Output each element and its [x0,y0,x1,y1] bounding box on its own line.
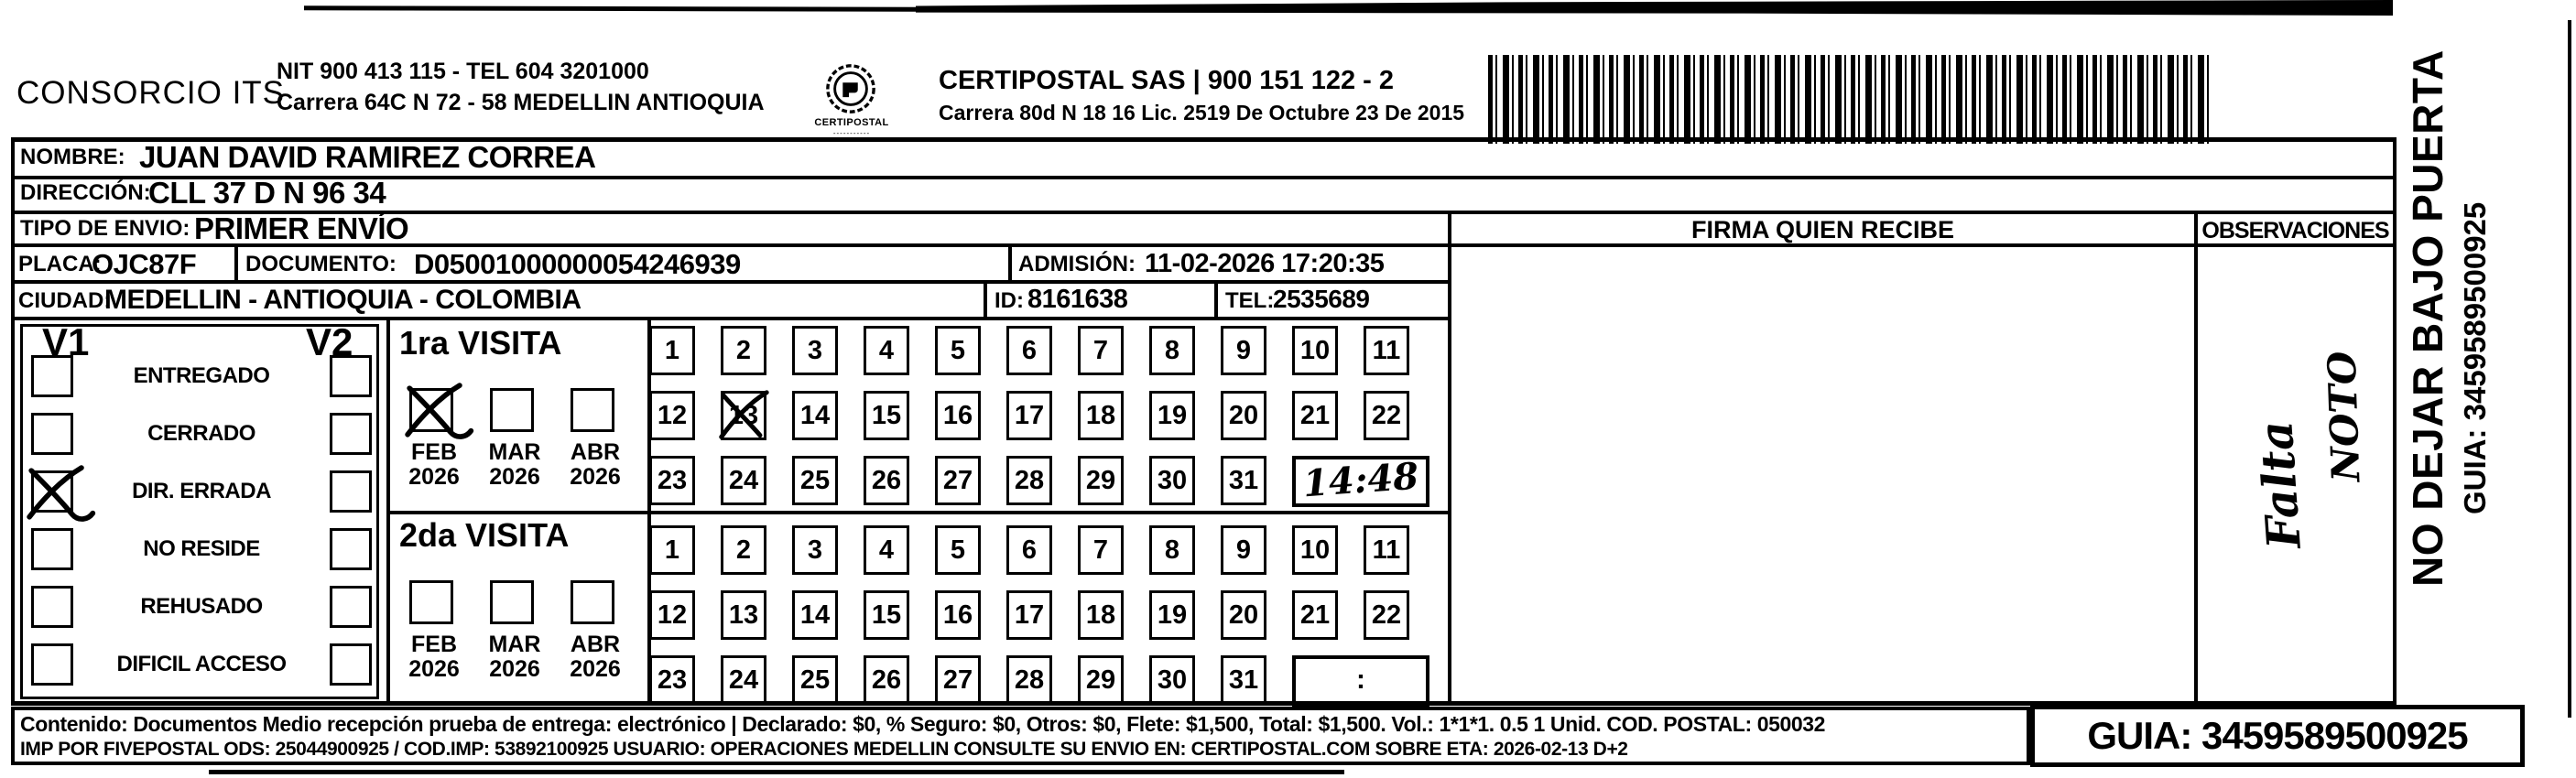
v2-checkbox[interactable] [330,355,372,397]
month-year: 2026 [570,464,621,490]
day-cell[interactable] [792,456,838,505]
day-cell[interactable] [864,655,909,705]
nombre-label: NOMBRE: [20,145,125,169]
status-row [31,528,372,570]
admision-label: ADMISIÓN: [1018,252,1136,276]
v2-checkbox[interactable] [330,528,372,570]
day-cell[interactable] [1221,590,1266,640]
day-cell[interactable] [792,391,838,440]
day-number: 28 [1014,466,1045,495]
ciudad-value: MEDELLIN - ANTIOQUIA - COLOMBIA [104,285,582,315]
visit2-day-grid [649,525,1459,720]
table-border [2194,211,2198,705]
day-cell[interactable] [1221,456,1266,505]
day-number: 29 [1085,665,1116,695]
month-year: 2026 [489,464,540,490]
company-nit-tel: NIT 900 413 115 - TEL 604 3201000 [277,59,649,84]
day-number: 21 [1299,401,1331,430]
month-unit [474,388,555,490]
day-cell[interactable] [1006,391,1052,440]
day-number: 12 [657,600,688,630]
day-number: 2 [735,336,752,365]
day-number: 7 [1092,535,1109,565]
day-cell[interactable] [1149,590,1195,640]
status-row [31,413,372,455]
month-unit [394,580,474,682]
scan-artifact-right [2568,20,2571,718]
month-unit [394,388,474,490]
v1-checkbox[interactable] [31,470,73,513]
handwritten-note-word1: Falta [2248,418,2311,551]
day-number: 6 [1021,336,1038,365]
day-number: 6 [1021,535,1038,565]
id-value: 8161638 [1027,285,1128,314]
v2-header: V2 [306,320,353,363]
day-number: 28 [1014,665,1045,695]
day-number: 17 [1014,600,1045,630]
day-number: 22 [1371,600,1402,630]
day-number: 18 [1085,401,1116,430]
day-cell[interactable] [721,456,766,505]
month-label: ABR [570,632,621,657]
day-cell[interactable] [792,655,838,705]
day-cell[interactable] [721,655,766,705]
day-number: 7 [1092,336,1109,365]
status-row [31,643,372,686]
day-number: 30 [1157,665,1188,695]
month-year: 2026 [408,656,460,682]
day-number: 13 [728,401,759,430]
day-cell[interactable] [1221,391,1266,440]
visit1-day-grid [649,326,1459,521]
documento-value: D05001000000054246939 [414,248,741,280]
day-cell[interactable] [649,326,695,375]
day-cell[interactable] [935,525,981,575]
v1-header: V1 [42,320,90,363]
status-row [31,586,372,628]
day-number: 18 [1085,600,1116,630]
day-number: 16 [942,401,973,430]
company-address: Carrera 64C N 72 - 58 MEDELLIN ANTIOQUIA [277,90,765,115]
month-label: MAR [488,439,541,465]
table-border [1214,280,1218,320]
observaciones-header: OBSERVACIONES [2201,218,2389,243]
table-border [11,137,15,705]
day-cell[interactable] [721,525,766,575]
v2-checkbox[interactable] [330,413,372,455]
day-cell[interactable] [935,590,981,640]
day-number: 5 [950,336,966,365]
status-row [31,355,372,397]
day-number: 26 [871,466,902,495]
day-number: 3 [807,535,823,565]
day-cell[interactable] [1364,525,1409,575]
table-border [11,317,1451,320]
day-cell[interactable] [864,326,909,375]
handwritten-x-icon [405,384,462,440]
day-cell[interactable] [1078,655,1124,705]
day-cell[interactable] [1078,525,1124,575]
day-number: 1 [664,535,680,565]
logo-caption-sub: ----------- [832,129,871,137]
barcode-icon [1488,55,2212,144]
visit2-months [394,580,641,682]
carrier-name: CERTIPOSTAL SAS | 900 151 122 - 2 [939,66,1395,95]
no-dejar-bajo-puerta-label: NO DEJAR BAJO PUERTA [2404,49,2451,587]
day-cell[interactable] [1006,456,1052,505]
day-number: 9 [1235,535,1252,565]
day-cell[interactable] [864,456,909,505]
day-cell[interactable] [935,456,981,505]
certipostal-logo-icon [824,62,877,115]
month-unit [555,580,636,682]
month-year: 2026 [489,656,540,682]
day-cell[interactable] [935,326,981,375]
month-checkbox[interactable] [409,580,453,624]
day-cell[interactable] [792,326,838,375]
visit1-months [394,388,641,490]
month-checkbox[interactable] [490,388,534,432]
day-cell[interactable] [1364,326,1409,375]
day-number: 15 [871,401,902,430]
day-number: 23 [657,466,688,495]
day-cell[interactable] [721,391,766,440]
day-cell[interactable] [1006,590,1052,640]
handwritten-x-icon [27,466,83,523]
day-cell[interactable] [935,655,981,705]
month-unit [555,388,636,490]
firma-header: FIRMA QUIEN RECIBE [1690,216,1954,243]
day-number: 16 [942,600,973,630]
v1-checkbox[interactable] [31,643,73,686]
day-cell[interactable] [864,525,909,575]
logo-caption: CERTIPOSTAL [814,117,889,128]
visit2-title: 2da VISITA [399,516,570,554]
v1-checkbox[interactable] [31,586,73,628]
day-number: 11 [1372,336,1401,365]
tel-label: TEL: [1225,288,1275,313]
day-cell[interactable] [649,391,695,440]
day-cell[interactable] [721,326,766,375]
day-number: 8 [1164,336,1180,365]
day-cell[interactable] [1364,391,1409,440]
visit1-time-box[interactable] [1292,456,1429,507]
day-number: 14 [799,600,831,630]
day-cell[interactable] [792,590,838,640]
day-number: 17 [1014,401,1045,430]
v2-checkbox[interactable] [330,470,372,513]
day-cell[interactable] [864,590,909,640]
day-number: 12 [657,401,688,430]
tipo-envio-value: PRIMER ENVÍO [194,211,409,245]
day-cell[interactable] [1149,525,1195,575]
id-label: ID: [995,288,1024,313]
carrier-address: Carrera 80d N 18 16 Lic. 2519 De Octubre 23 De 2015 [939,101,1465,124]
v2-checkbox[interactable] [330,586,372,628]
documento-label: DOCUMENTO: [245,252,397,276]
status-label: NO RESIDE [143,536,260,561]
direccion-label: DIRECCIÓN: [20,180,151,205]
day-number: 26 [871,665,902,695]
day-number: 19 [1157,401,1188,430]
day-number: 31 [1228,665,1259,695]
handwritten-time: 14:48 [1301,454,1420,506]
day-number: 5 [950,535,966,565]
day-number: 19 [1157,600,1188,630]
day-number: 8 [1164,535,1180,565]
status-row [31,470,372,513]
day-number: 24 [728,466,759,495]
nombre-value: JUAN DAVID RAMIREZ CORREA [139,140,596,174]
month-checkbox[interactable] [571,388,614,432]
day-number: 22 [1371,401,1402,430]
day-cell[interactable] [1221,655,1266,705]
day-cell[interactable] [649,525,695,575]
day-cell[interactable] [649,456,695,505]
day-cell[interactable] [1221,326,1266,375]
table-border [234,243,238,284]
v1-checkbox[interactable] [31,413,73,455]
v2-checkbox[interactable] [330,643,372,686]
day-cell[interactable] [1292,326,1338,375]
day-number: 24 [728,665,759,695]
day-number: 25 [799,665,831,695]
time-placeholder: : [1356,665,1365,695]
day-number: 10 [1299,336,1331,365]
day-number: 29 [1085,466,1116,495]
day-number: 25 [799,466,831,495]
day-number: 21 [1299,600,1331,630]
day-cell[interactable] [1292,391,1338,440]
day-number: 4 [878,336,895,365]
day-number: 27 [942,466,973,495]
placa-value: OJC87F [92,248,197,280]
day-cell[interactable] [1149,391,1195,440]
day-cell[interactable] [1078,590,1124,640]
visit2-time-box[interactable] [1292,655,1429,707]
table-border [984,280,987,320]
day-cell[interactable] [649,655,695,705]
admision-value: 11-02-2026 17:20:35 [1145,249,1385,278]
day-cell[interactable] [1078,456,1124,505]
day-number: 23 [657,665,688,695]
day-cell[interactable] [1078,326,1124,375]
status-label: REHUSADO [140,594,263,619]
month-unit [474,580,555,682]
scan-artifact-bottom [209,770,1344,774]
day-number: 13 [728,600,759,630]
month-year: 2026 [570,656,621,682]
month-label: FEB [411,439,457,465]
status-label: ENTREGADO [133,363,270,388]
v1-checkbox[interactable] [31,355,73,397]
month-checkbox[interactable] [409,388,453,432]
day-cell[interactable] [935,391,981,440]
day-cell[interactable] [721,590,766,640]
day-cell[interactable] [1292,590,1338,640]
tipo-envio-label: TIPO DE ENVIO: [20,216,190,241]
day-number: 10 [1299,535,1331,565]
table-border [1008,243,1012,284]
day-cell[interactable] [1006,655,1052,705]
day-number: 9 [1235,336,1252,365]
v1-checkbox[interactable] [31,528,73,570]
day-cell[interactable] [1006,525,1052,575]
month-year: 2026 [408,464,460,490]
day-number: 31 [1228,466,1259,495]
table-border [386,317,390,705]
day-cell[interactable] [792,525,838,575]
day-cell[interactable] [1221,525,1266,575]
ciudad-label: CIUDAD: [18,288,112,313]
month-label: FEB [411,632,457,657]
footer-imp-line: IMP POR FIVEPOSTAL ODS: 25044900925 / COD.IMP: 53892100925 USUARIO: OPERACIONES MEDELLIN CONSULTE SU ENVIO EN: CERTIPOSTAL.COM SOBRE ETA: 2026-02-13 D+2 [20,739,1628,760]
month-label: MAR [488,632,541,657]
day-number: 15 [871,600,902,630]
day-cell[interactable] [1149,655,1195,705]
day-number: 2 [735,535,752,565]
day-number: 30 [1157,466,1188,495]
day-number: 11 [1372,535,1401,565]
day-number: 14 [799,401,831,430]
scan-artifact-top-thin [304,5,918,11]
day-number: 4 [878,535,895,565]
day-cell[interactable] [864,391,909,440]
day-cell[interactable] [1006,326,1052,375]
month-checkbox[interactable] [571,580,614,624]
vertical-guia-number: GUIA: 3459589500925 [2458,201,2492,514]
placa-label: PLACA: [18,252,102,276]
visit1-title: 1ra VISITA [399,324,562,362]
footer-content-line: Contenido: Documentos Medio recepción prueba de entrega: electrónico | Declarado: $0, % Seguro: $0, Otros: $0, Flete: $1,500, Total: $1,500. Vol.: 1*1*1. 0.5 1 Unid. COD. POSTAL: 050032 [20,712,1826,736]
status-rows [31,355,372,686]
day-cell[interactable] [1149,326,1195,375]
day-cell[interactable] [1364,590,1409,640]
direccion-value: CLL 37 D N 96 34 [148,176,386,210]
day-cell[interactable] [1149,456,1195,505]
tel-value: 2535689 [1273,285,1370,313]
status-label: DIFICIL ACCESO [116,652,287,676]
day-cell[interactable] [1292,525,1338,575]
handwritten-x-icon [719,389,768,442]
day-number: 20 [1228,401,1259,430]
month-checkbox[interactable] [490,580,534,624]
guia-number-box: GUIA: 3459589500925 [2030,705,2525,767]
month-label: ABR [570,439,621,465]
day-cell[interactable] [649,590,695,640]
status-label: CERRADO [147,421,255,446]
company-name: CONSORCIO ITS [16,75,286,111]
day-number: 27 [942,665,973,695]
status-label: DIR. ERRADA [132,479,271,503]
day-number: 20 [1228,600,1259,630]
handwritten-note-word2: NOTO [2319,350,2369,483]
scan-artifact-top-thick [916,0,2393,16]
day-number: 1 [664,336,680,365]
day-number: 3 [807,336,823,365]
day-cell[interactable] [1078,391,1124,440]
